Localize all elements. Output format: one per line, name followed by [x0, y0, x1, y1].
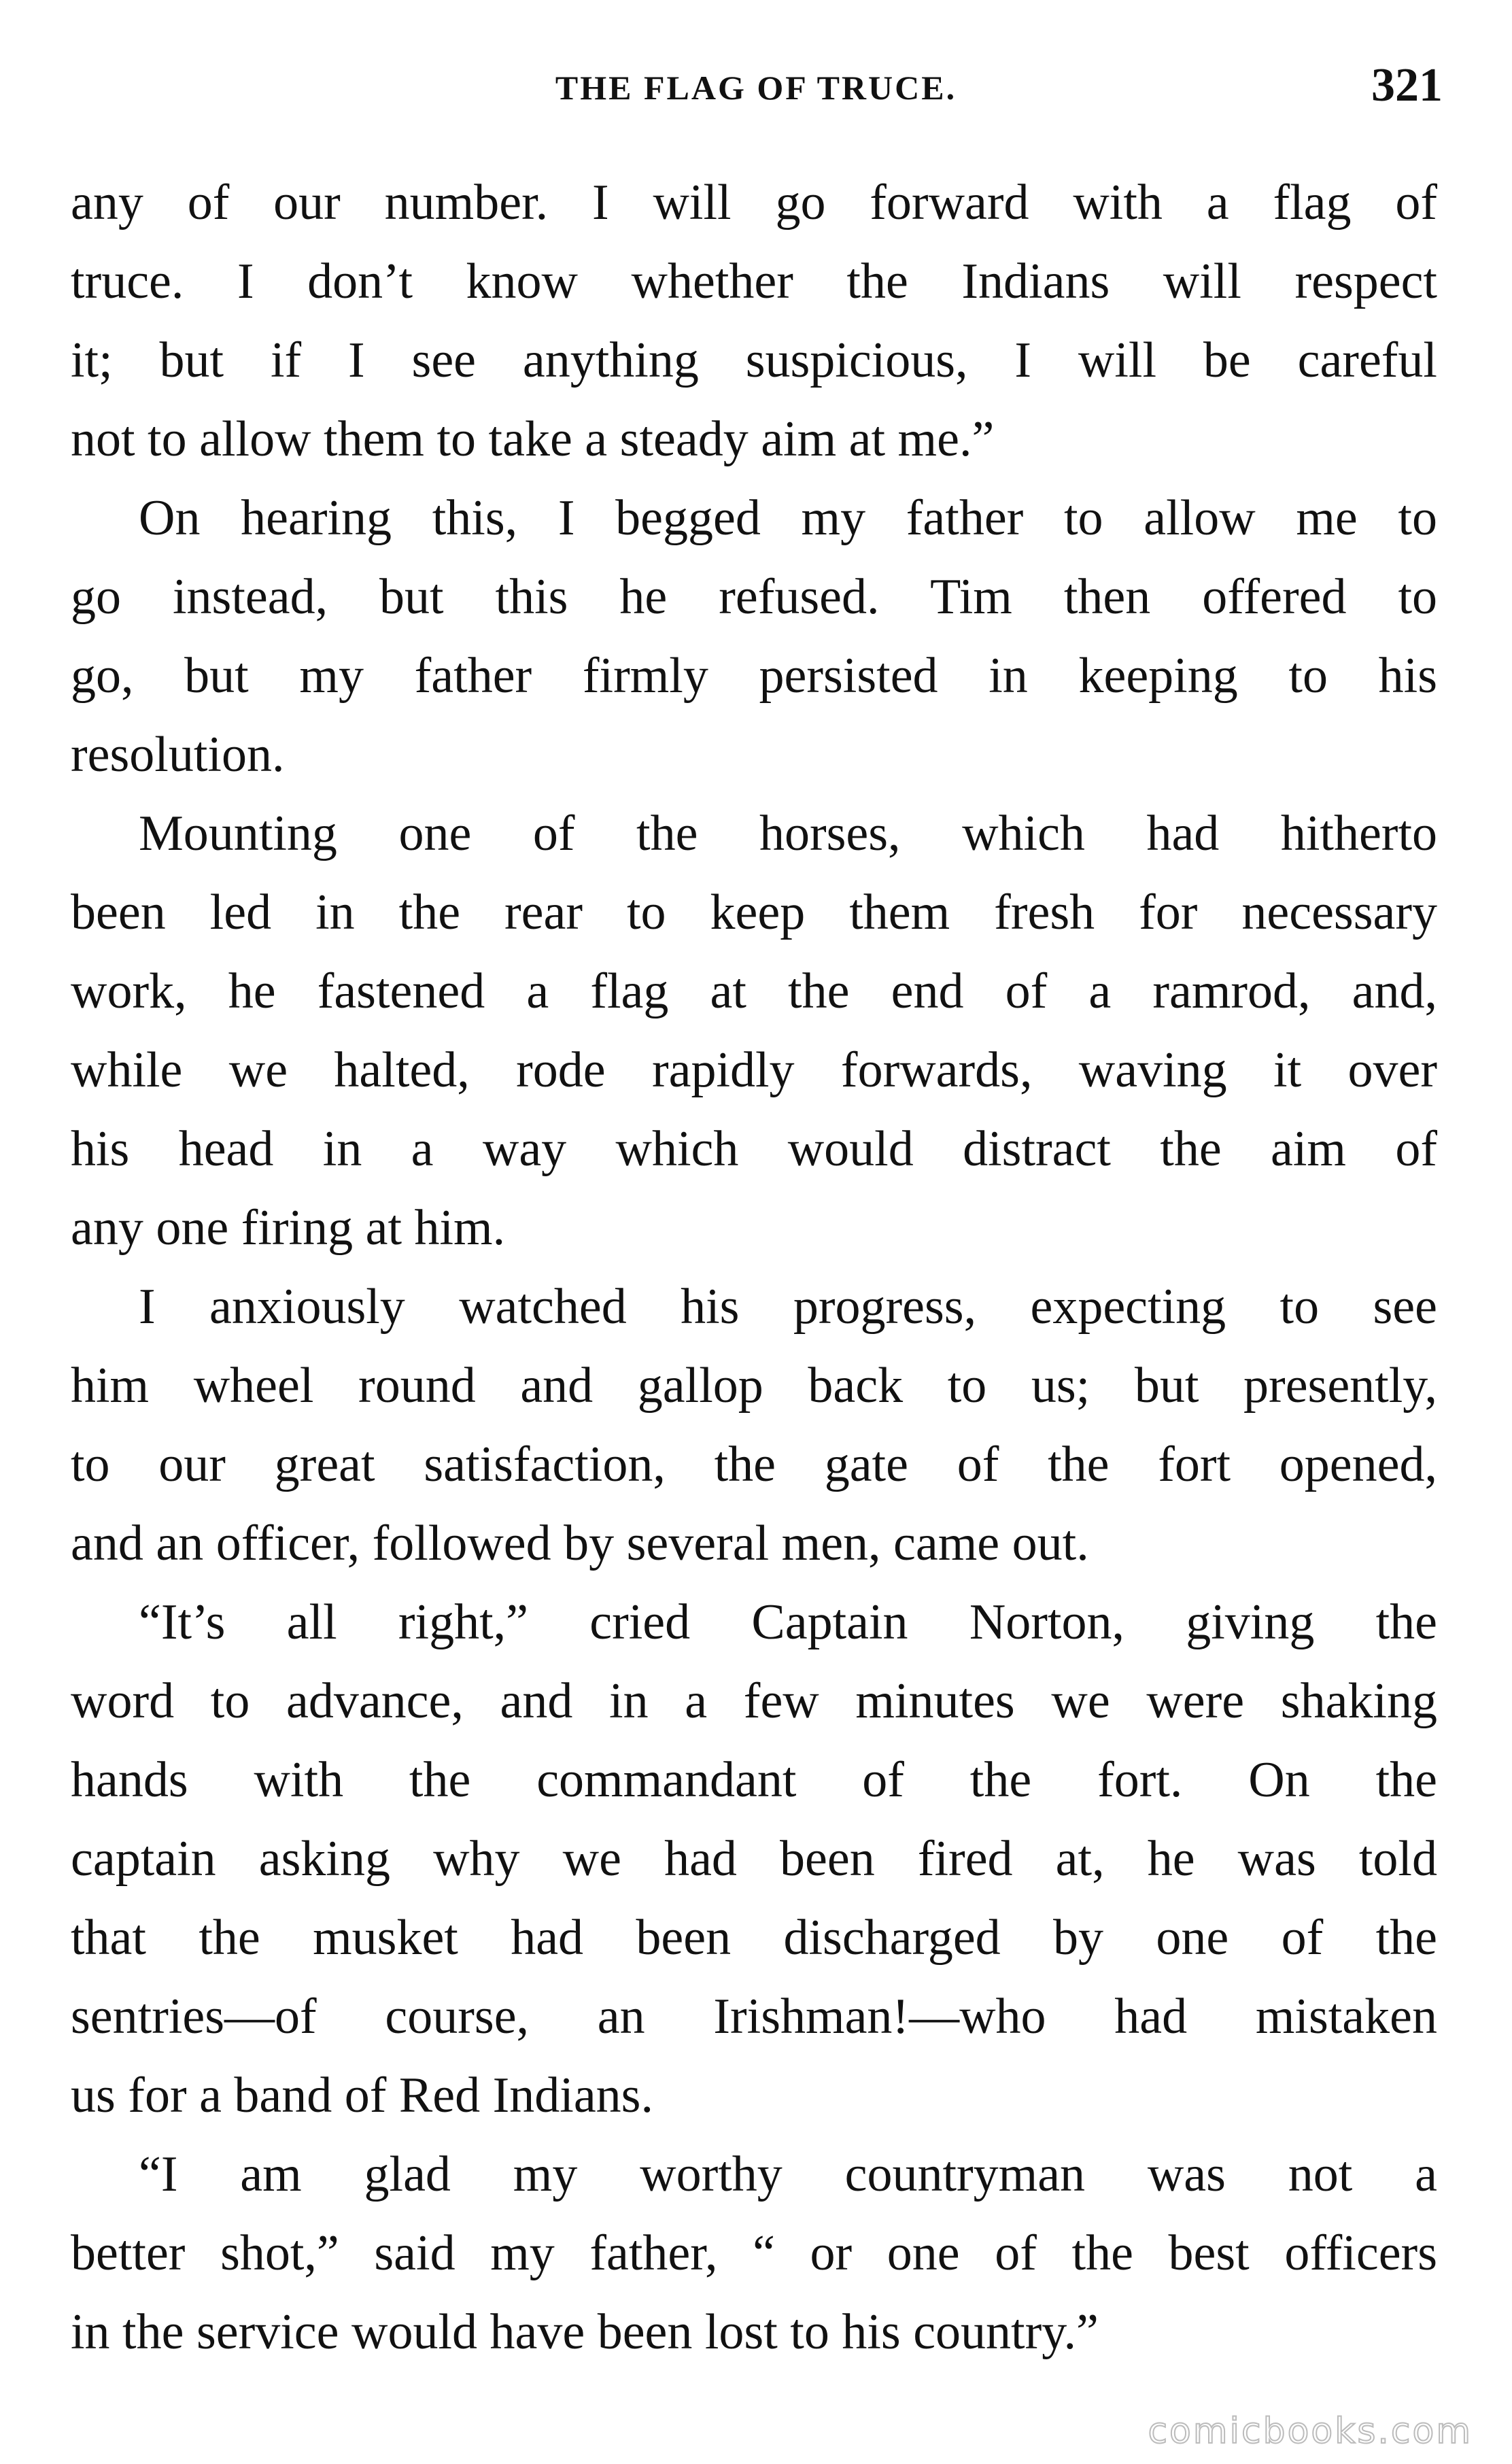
body-text: [71, 163, 1437, 2372]
text-line: go instead, but this he refused. Tim then offered to: [71, 569, 1437, 625]
text-line: truce. I don’t know whether the Indians will respect: [71, 254, 1437, 309]
text-line: go, but my father firmly persisted in keeping to his: [71, 648, 1437, 704]
text-line: word to advance, and in a few minutes we were shaking: [71, 1673, 1437, 1729]
running-head: [0, 58, 1512, 120]
text-line: us for a band of Red Indians.: [71, 2068, 653, 2123]
page-number: 321: [1371, 59, 1443, 112]
text-line: better shot,” said my father, “ or one of the best officers: [71, 2225, 1437, 2281]
text-line: that the musket had been discharged by one of the: [71, 1910, 1437, 1966]
text-line: his head in a way which would distract the aim of: [71, 1121, 1437, 1177]
text-line: I anxiously watched his progress, expecting to see: [139, 1279, 1437, 1335]
text-line: and an officer, followed by several men, came out.: [71, 1516, 1089, 1571]
text-line: him wheel round and gallop back to us; but presently,: [71, 1358, 1437, 1414]
text-line: in the service would have been lost to his country.”: [71, 2304, 1099, 2360]
text-line: any one firing at him.: [71, 1200, 506, 1256]
running-title: THE FLAG OF TRUCE.: [555, 69, 957, 107]
text-line: to our great satisfaction, the gate of the fort opened,: [71, 1437, 1437, 1492]
text-line: any of our number. I will go forward with a flag of: [71, 175, 1437, 230]
text-line: hands with the commandant of the fort. On the: [71, 1752, 1437, 1808]
text-line: On hearing this, I begged my father to allow me to: [139, 490, 1437, 546]
text-line: Mounting one of the horses, which had hitherto: [139, 806, 1437, 861]
text-line: sentries—of course, an Irishman!—who had mistaken: [71, 1989, 1437, 2044]
text-line: “It’s all right,” cried Captain Norton, giving the: [139, 1594, 1437, 1650]
text-line: it; but if I see anything suspicious, I will be careful: [71, 332, 1437, 388]
text-line: resolution.: [71, 727, 285, 783]
text-line: work, he fastened a flag at the end of a ramrod, and,: [71, 963, 1437, 1019]
text-line: captain asking why we had been fired at, he was told: [71, 1831, 1437, 1887]
watermark: comicbooks.com: [1148, 2411, 1473, 2452]
text-line: not to allow them to take a steady aim at me.”: [71, 411, 995, 467]
text-line: been led in the rear to keep them fresh for necessary: [71, 885, 1437, 940]
text-line: “I am glad my worthy countryman was not a: [139, 2146, 1437, 2202]
text-line: while we halted, rode rapidly forwards, waving it over: [71, 1042, 1437, 1098]
